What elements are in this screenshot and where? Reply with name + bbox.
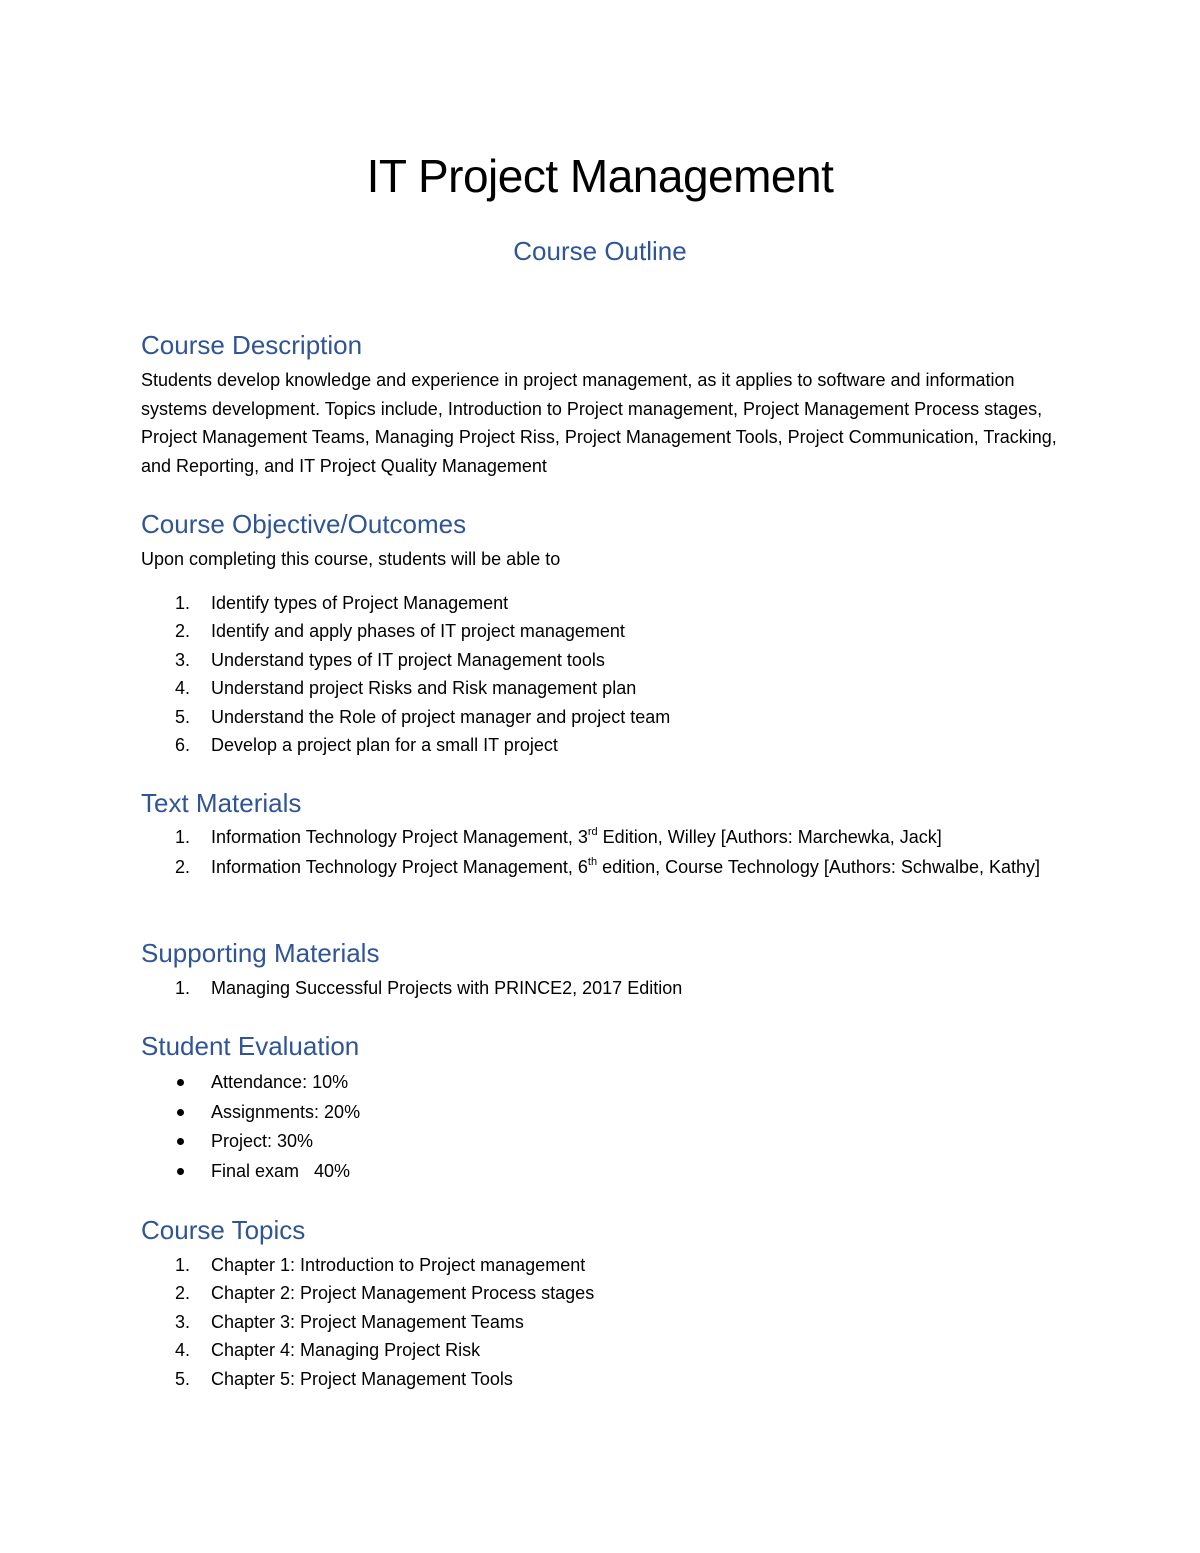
list-item: [141, 646, 1061, 674]
list-item: [141, 617, 1061, 645]
list-item: [141, 1365, 1061, 1393]
list-item-text: Assignments: 20%: [211, 1101, 361, 1122]
course-objectives-heading: Course Objective/Outcomes: [141, 509, 467, 539]
list-number: 2.: [175, 856, 191, 877]
topics-list: [141, 1251, 1061, 1393]
list-number: 1.: [175, 827, 191, 847]
objectives-list: [141, 589, 1061, 759]
list-item-text-before: Information Technology Project Management, 3: [211, 827, 588, 847]
bullet-icon: [177, 1079, 184, 1086]
bullet-icon: [177, 1109, 184, 1116]
list-item: [141, 703, 1061, 731]
list-number: 5.: [175, 706, 191, 727]
list-item-text: Attendance: 10%: [211, 1072, 349, 1092]
course-description-text: Students develop knowledge and experience in project management, as it applies to software and information systems development. Topics include, Introduction to Project management, Project Management Process stages, Project Management Teams, Managing Project Riss, Project Management Tools, Project Communication, Tracking, and Reporting, and IT Project Quality Management: [141, 370, 1057, 476]
list-item: [141, 1068, 1061, 1098]
document-title: IT Project Management: [366, 150, 834, 202]
list-item-text: Managing Successful Projects with PRINCE2, 2017 Edition: [211, 978, 683, 998]
list-item-text-after: edition, Course Technology [Authors: Schwalbe, Kathy]: [597, 856, 1041, 877]
list-item-text: Understand project Risks and Risk management plan: [211, 678, 637, 699]
list-item-text: Identify types of Project Management: [211, 593, 509, 613]
list-item: [141, 1336, 1061, 1364]
list-item-text: Understand types of IT project Management tools: [211, 649, 605, 670]
list-item-text-after: Edition, Willey [Authors: Marchewka, Jack]: [597, 827, 942, 847]
list-number: 2.: [175, 621, 191, 642]
superscript: th: [587, 855, 598, 868]
list-item-text: Chapter 2: Project Management Process stages: [211, 1283, 595, 1304]
list-item: [141, 731, 1061, 759]
bullet-icon: [177, 1138, 184, 1145]
student-evaluation-heading: Student Evaluation: [141, 1031, 360, 1061]
supporting-materials-list: [141, 974, 1061, 1002]
course-objectives-intro: Upon completing this course, students will be able to: [141, 549, 561, 569]
list-number: 4.: [175, 678, 191, 699]
list-number: 5.: [175, 1368, 191, 1389]
evaluation-list: [141, 1068, 1061, 1186]
list-item: [141, 1127, 1061, 1157]
course-topics-heading: Course Topics: [141, 1215, 306, 1245]
list-number: 1.: [175, 593, 191, 613]
superscript: rd: [587, 826, 598, 838]
list-item-text: Chapter 3: Project Management Teams: [211, 1311, 524, 1332]
list-item: [141, 974, 1061, 1002]
list-number: 4.: [175, 1340, 191, 1361]
list-number: 3.: [175, 1311, 191, 1332]
list-item-text: Chapter 4: Managing Project Risk: [211, 1340, 481, 1361]
list-item: [141, 1251, 1061, 1279]
list-number: 1.: [175, 978, 191, 998]
list-item: [141, 1157, 1061, 1187]
list-number: 1.: [175, 1255, 191, 1275]
document-subtitle: Course Outline: [513, 236, 687, 266]
list-item-text: Identify and apply phases of IT project management: [211, 621, 625, 642]
list-item-text: Chapter 1: Introduction to Project management: [211, 1255, 586, 1275]
list-item: [141, 589, 1061, 617]
list-item: [141, 1279, 1061, 1307]
supporting-materials-heading: Supporting Materials: [141, 938, 380, 968]
list-item: [141, 1308, 1061, 1336]
list-item-text: Chapter 5: Project Management Tools: [211, 1368, 513, 1389]
bullet-icon: [177, 1168, 184, 1175]
list-item-text: Final exam 40%: [211, 1160, 351, 1181]
list-item-text: Understand the Role of project manager and project team: [211, 706, 671, 727]
list-item-text: Develop a project plan for a small IT project: [211, 735, 558, 756]
list-number: 3.: [175, 649, 191, 670]
text-materials-heading: Text Materials: [141, 788, 302, 818]
list-number: 6.: [175, 735, 191, 756]
list-item: [141, 674, 1061, 702]
text-materials-list: [141, 823, 1061, 883]
list-item: [141, 853, 1061, 881]
list-number: 2.: [175, 1283, 191, 1304]
list-item: [141, 823, 1061, 851]
list-item: [141, 1098, 1061, 1128]
course-description-heading: Course Description: [141, 330, 363, 360]
list-item-text-before: Information Technology Project Management, 6: [211, 856, 588, 877]
list-item-text: Project: 30%: [211, 1131, 314, 1151]
